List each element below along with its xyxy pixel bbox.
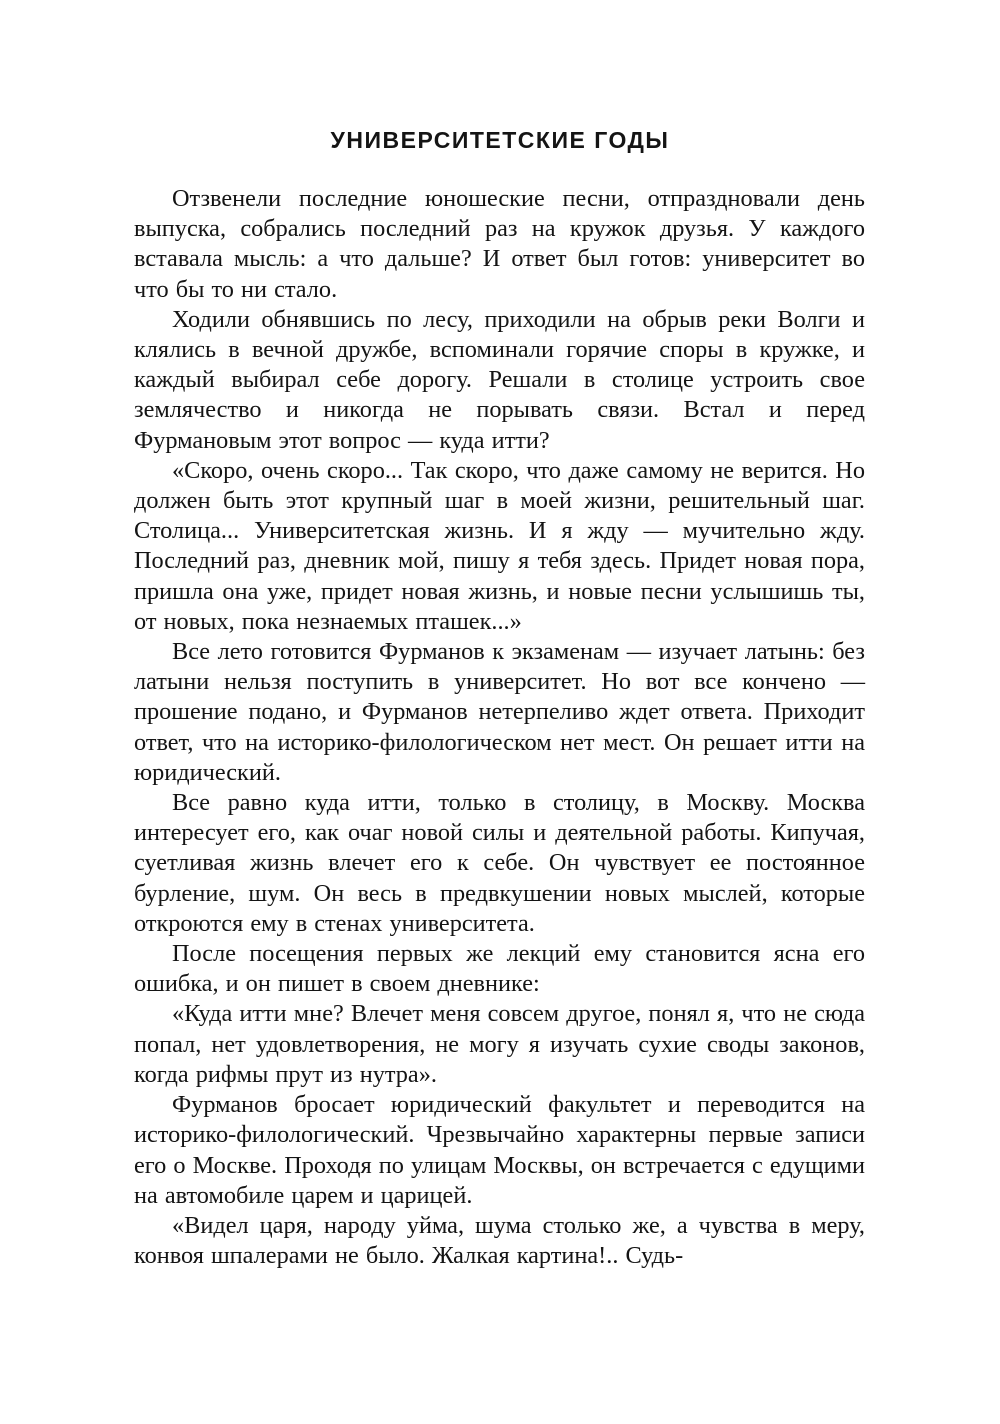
- body-text: [134, 184, 865, 1271]
- paragraph: «Видел царя, народу уйма, шума столько же, а чувства в меру, конвоя шпалерами не было. Жалкая картина!.. Судь-: [134, 1211, 865, 1270]
- paragraph: Все равно куда итти, только в столицу, в Москву. Москва интересует его, как очаг новой силы и деятельной работы. Кипучая, суетливая жизнь влечет его к себе. Он чувствует ее постоянное бурление, шум. Он весь в предвкушении новых мыслей, которые откроются ему в стенах университета.: [134, 789, 865, 937]
- paragraph: Фурманов бросает юридический факультет и переводится на историко-филологический. Чрезвычайно характерны первые записи его о Москве. Проходя по улицам Москвы, он встречается с едущими на автомобиле царем и царицей.: [134, 1091, 865, 1209]
- paragraph: «Куда итти мне? Влечет меня совсем другое, понял я, что не сюда попал, нет удовлетворения, не могу я изучать сухие своды законов, когда рифмы прут из нутра».: [134, 1000, 865, 1088]
- paragraph: Отзвенели последние юношеские песни, отпраздновали день выпуска, собрались последний раз на кружок друзья. У каждого вставала мысль: а что дальше? И ответ был готов: университет во что бы то ни стало.: [134, 185, 865, 303]
- paragraph: «Скоро, очень скоро... Так скоро, что даже самому не верится. Но должен быть этот крупный шаг в моей жизни, решительный шаг. Столица... Университетская жизнь. И я жду — мучительно жду. Последний раз, дневник мой, пишу я тебя здесь. Придет новая пора, пришла она уже, придет новая жизнь, и новые песни услышишь ты, от новых, пока незнаемых пташек...»: [134, 456, 865, 635]
- paragraph: Все лето готовится Фурманов к экзаменам — изучает латынь: без латыни нельзя поступить в университет. Но вот все кончено — прошение подано, и Фурманов нетерпеливо ждет ответа. Приходит ответ, что на историко-филологическом нет мест. Он решает итти на юридический.: [134, 638, 865, 786]
- paragraph: Ходили обнявшись по лесу, приходили на обрыв реки Волги и клялись в вечной дружбе, вспоминали горячие споры в кружке, и каждый выбирал себе дорогу. Решали в столице устроить свое землячество и никогда не порывать связи. Встал и перед Фурмановым этот вопрос — куда итти?: [134, 305, 865, 454]
- paragraph: После посещения первых же лекций ему становится ясна его ошибка, и он пишет в своем дневнике:: [134, 940, 865, 998]
- chapter-title: УНИВЕРСИТЕТСКИЕ ГОДЫ: [330, 127, 670, 153]
